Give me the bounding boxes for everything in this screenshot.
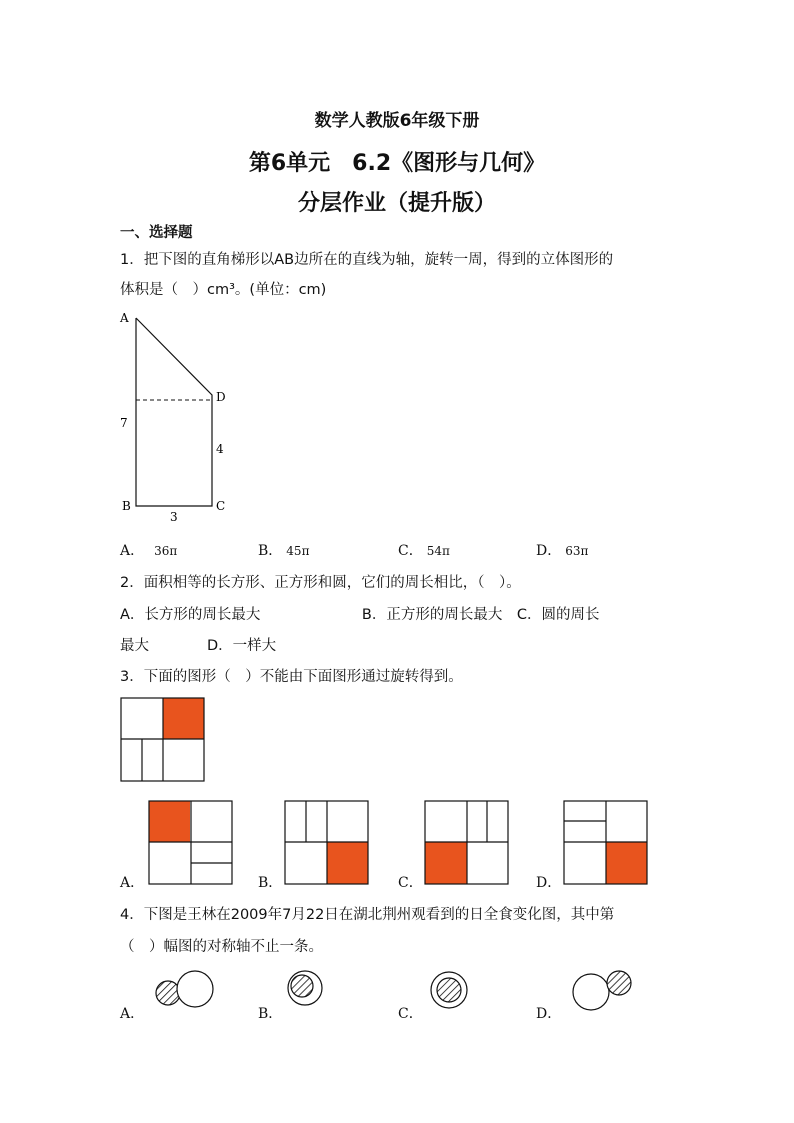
q3-option-c-label: C． (398, 875, 423, 891)
question-2-line-2: A．长方形的周长最大 B．正方形的周长最大 C．圆的周长 (120, 607, 600, 623)
q1-option-d: D． 63π (536, 543, 589, 559)
label-d: D (216, 390, 226, 404)
q3-option-b-label: B． (258, 875, 283, 891)
q4-option-b-label: B． (258, 1006, 283, 1022)
question-3-line-1: 3．下面的图形（ ）不能由下面图形通过旋转得到。 (120, 669, 463, 685)
q1-option-b: B． 45π (258, 543, 310, 559)
question-2-line-3: 最大 D．一样大 (120, 638, 277, 654)
question-2-line-1: 2．面积相等的长方形、正方形和圆，它们的周长相比，（ ）。 (120, 575, 521, 591)
label-c: C (216, 499, 226, 513)
unit-title: 第6单元 6.2《图形与几何》 (248, 151, 546, 176)
label-a: A (120, 311, 129, 325)
q3-option-a-label: A． (120, 875, 145, 891)
subtitle: 分层作业（提升版） (297, 191, 496, 216)
q4-option-a-label: A． (120, 1006, 145, 1022)
q1-option-a: A． 36π (120, 543, 178, 559)
section-heading: 一、选择题 (120, 225, 193, 241)
question-1-line-2: 体积是（ ）cm³。(单位：cm) (120, 282, 327, 298)
label-b: B (122, 499, 131, 513)
q4-option-d-label: D． (536, 1006, 562, 1022)
q3-option-d-label: D． (536, 875, 562, 891)
eclipse-d (573, 971, 631, 1010)
eclipse-a (156, 971, 213, 1007)
label-cd-length: 4 (216, 442, 224, 456)
eclipse-c (431, 972, 467, 1008)
eclipse-b (288, 971, 322, 1005)
q4-option-c-label: C． (398, 1006, 423, 1022)
worksheet-title: 数学人教版6年级下册 (314, 111, 480, 131)
question-4-line-1: 4．下图是王林在2009年7月22日在湖北荆州观看到的日全食变化图，其中第 (120, 907, 615, 923)
label-bc-length: 3 (170, 510, 178, 524)
label-ab-length: 7 (120, 416, 128, 430)
question-1-line-1: 1．把下图的直角梯形以AB边所在的直线为轴，旋转一周，得到的立体图形的 (120, 252, 614, 268)
question-4-line-2: （ ）幅图的对称轴不止一条。 (120, 939, 323, 955)
q1-option-c: C． 54π (398, 543, 450, 559)
